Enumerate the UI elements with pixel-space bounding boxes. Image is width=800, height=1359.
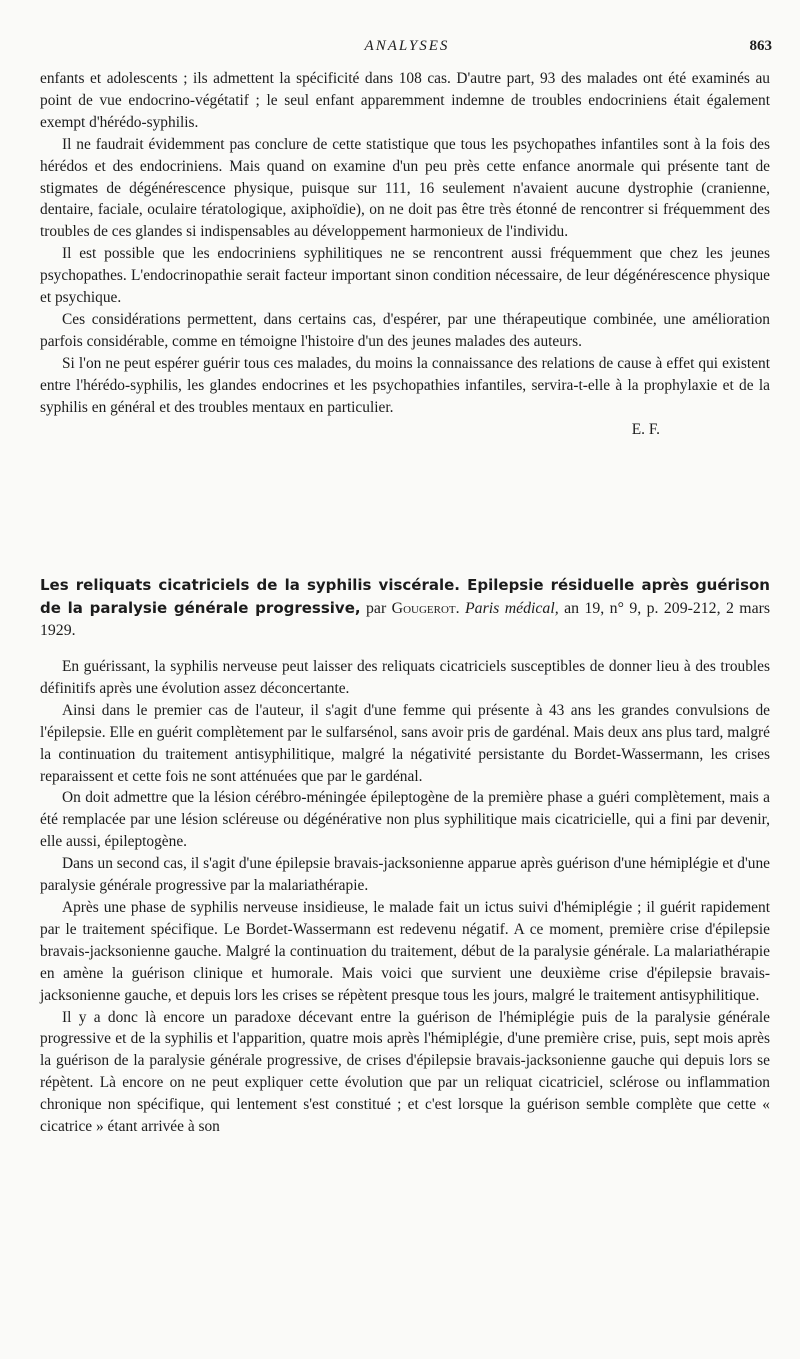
previous-review xyxy=(40,68,770,440)
review-signature: E. F. xyxy=(631,420,660,438)
paragraph: Il est possible que les endocriniens syphilitiques ne se rencontrent aussi fréquemment que chez les jeunes psychopathes. L'endocrinopathie serait facteur important sinon condition nécessaire, de leur dégénérescence physique et psychique. xyxy=(40,245,770,307)
review-signature-line xyxy=(40,419,770,441)
article-citation: an 19, n° 9, p. 209-212, 2 mars 1929. xyxy=(40,600,771,639)
paragraph: enfants et adolescents ; ils admettent la spécificité dans 108 cas. D'autre part, 93 des malades ont été examinés au point de vue endocrino-végétatif ; le seul enfant apparemment indemne de troubles endocriniens était également exempt d'hérédo-syphilis. xyxy=(40,70,770,131)
article xyxy=(40,574,770,1138)
paragraph: Ainsi dans le premier cas de l'auteur, il s'agit d'une femme qui présente à 43 ans les grandes convulsions de l'épilepsie. Elle en guérit complètement par le sulfarsénol, sans avoir pris de gardénal. Mais deux ans plus tard, malgré la continuation du traitement antisyphilitique, malgré la négativité persistante du Bordet-Wassermann, les crises reparaissent et cette fois ne sont atténuées que par le gardénal. xyxy=(40,701,770,785)
paragraph: Si l'on ne peut espérer guérir tous ces malades, du moins la connaissance des relations de cause à effet qui existent entre l'hérédo-syphilis, les glandes endocrines et les psychopathies infantiles, servira-t-elle à la prophylaxie et de la syphilis en général et des troubles mentaux en particulier. xyxy=(40,354,770,416)
paragraph: Ces considérations permettent, dans certains cas, d'espérer, par une thérapeutique combinée, une amélioration parfois considérable, comme en témoigne l'histoire d'un des jeunes malades des auteurs. xyxy=(40,310,770,350)
paragraph: En guérissant, la syphilis nerveuse peut laisser des reliquats cicatriciels susceptibles de donner lieu à des troubles définitifs après une évolution assez déconcertante. xyxy=(40,658,770,697)
paragraph: Il ne faudrait évidemment pas conclure de cette statistique que tous les psychopathes infantiles sont à la fois des hérédos et des endocriniens. Mais quand on examine d'un peu près cette enfance anormale qui présente tant de stigmates de dégénérescence physique, puisque sur 111, 16 seulement n'avaient aucune dystrophie (cranienne, dentaire, faciale, oculaire tératologique, axiphoïdie), on ne doit pas être très étonné de rencontrer si fréquemment des troubles de ces glandes si indispensables au développement harmonieux de l'individu. xyxy=(40,135,770,241)
paragraph: Il y a donc là encore un paradoxe décevant entre la guérison de l'hémiplégie puis de la paralysie générale progressive et de la syphilis et l'apparition, quatre mois après l'hémiplégie, d'une première crise, puis, sept mois après la guérison de la paralysie générale progressive, de crises d'épilepsie bravais-jacksonienne gauche qui depuis lors se répètent. Là encore on ne peut expliquer cette évolution que par un reliquat cicatriciel, sclérose ou inflammation chronique non spécifique, qui lentement s'est constitué ; et c'est lorsque la guérison semble complète que cette « cicatrice » étant arrivée à son xyxy=(40,1008,770,1136)
article-by: par xyxy=(366,600,387,617)
paragraph: On doit admettre que la lésion cérébro-méningée épileptogène de la première phase a guéri complètement, mais a été remplacée par une lésion scléreuse ou dégénérative non plus syphilitique mais cicatricielle, qui a fini par devenir, elle aussi, épileptogène. xyxy=(40,789,770,851)
running-head-title: ANALYSES xyxy=(364,38,450,54)
running-head xyxy=(42,38,772,60)
article-heading xyxy=(40,574,770,642)
article-title: Les reliquats cicatriciels de la syphilis viscérale. Epilepsie résiduelle après guérison de la paralysie générale progressive, xyxy=(40,576,770,617)
paragraph: Dans un second cas, il s'agit d'une épilepsie bravais-jacksonienne apparue après guérison d'une hémiplégie et d'une paralysie générale progressive par la malariathérapie. xyxy=(40,855,770,895)
article-author: Gougerot. xyxy=(391,600,460,617)
article-journal: Paris médical, xyxy=(465,600,559,617)
page-number: 863 xyxy=(749,38,772,54)
paragraph: Après une phase de syphilis nerveuse insidieuse, le malade fait un ictus suivi d'hémiplégie ; il guérit rapidement par le traitement spécifique. Le Bordet-Wassermann est redevenu négatif. A ce moment, première crise d'épilepsie bravais-jacksonienne gauche. Malgré la continuation du traitement, début de la paralysie générale. La malariathérapie en amène la guérison clinique et humorale. Mais voici que survient une deuxième crise d'épilepsie bravais-jacksonienne gauche, et depuis lors les crises se répètent presque tous les jours, malgré le traitement antisyphilitique. xyxy=(40,898,770,1004)
